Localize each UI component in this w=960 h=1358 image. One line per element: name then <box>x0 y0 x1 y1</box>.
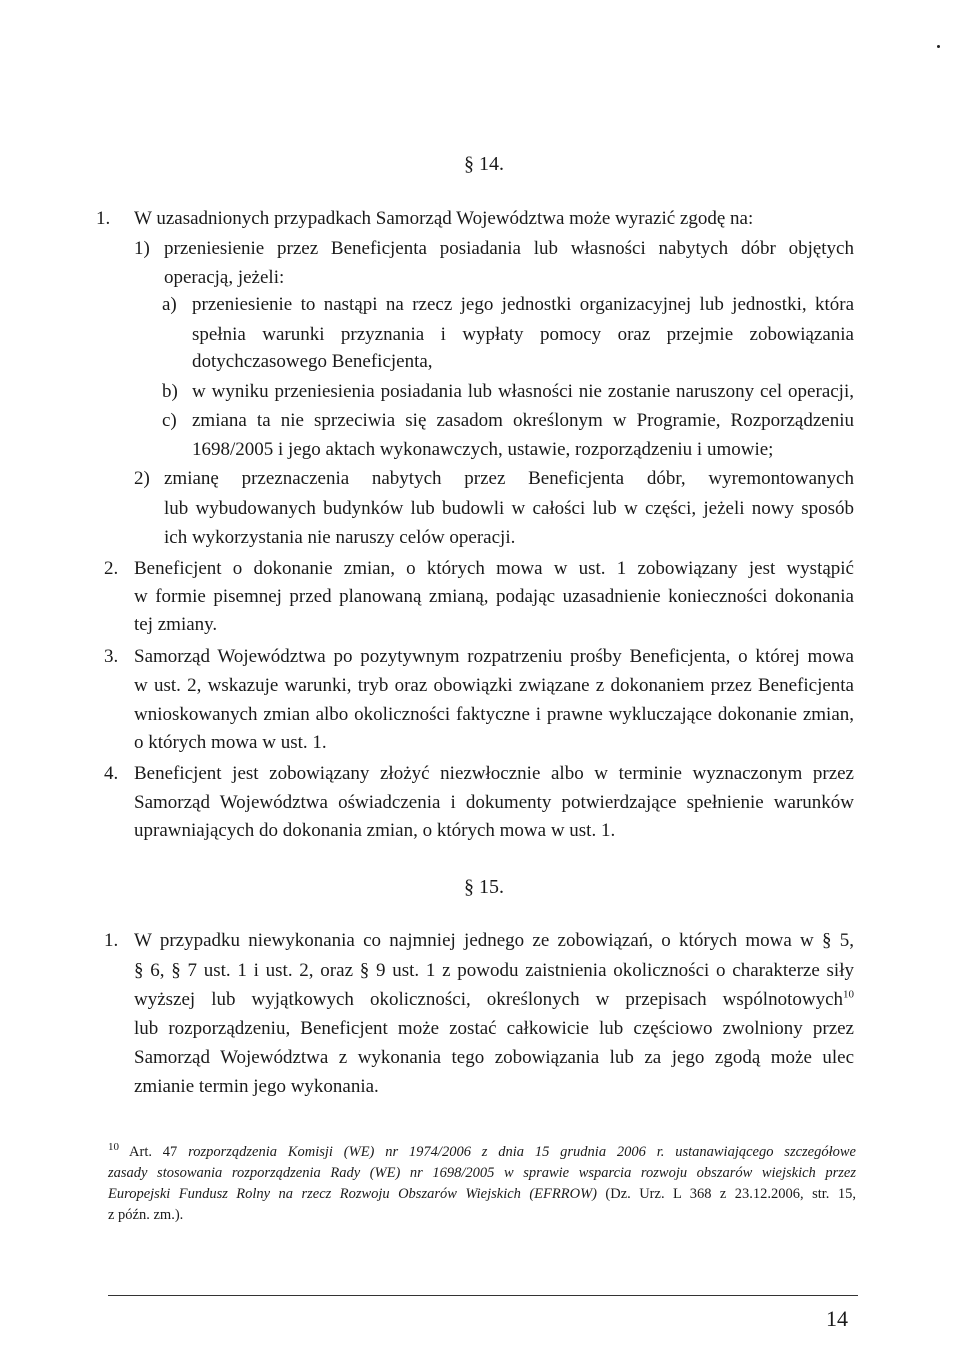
item-b-letter: b) <box>162 381 178 402</box>
paragraph-4-line-1: Beneficjent jest zobowiązany złożyć niezwłocznie albo w terminie wyznaczonym przez <box>134 763 854 784</box>
footnote-line-4: z późn. zm.). <box>108 1207 184 1223</box>
footnote-line-1 <box>108 1142 856 1162</box>
item-1-line-1: przeniesienie przez Beneficjenta posiadania lub własności nabytych dóbr objętych <box>164 238 854 259</box>
footnote-line-3 <box>108 1184 856 1204</box>
item-2-line-2: lub wybudowanych budynków lub budowli w całości lub w części, jeżeli nowy sposób <box>164 498 854 519</box>
item-a-line-2: spełnia warunki przyznania i wypłaty pomocy oraz przejmie zobowiązania <box>192 324 854 345</box>
footnote-line-3-italic: Europejski Fundusz Rolny na rzecz Rozwoju Obszarów Wiejskich (EFRROW) <box>108 1186 597 1202</box>
paragraph-3-line-4: o których mowa w ust. 1. <box>134 732 327 753</box>
paragraph-4-line-3: uprawniających do dokonania zmian, o których mowa w ust. 1. <box>134 820 616 841</box>
section-15-heading: § 15. <box>464 876 504 898</box>
footnote-line-3-plain: (Dz. Urz. L 368 z 23.12.2006, str. 15, <box>596 1186 856 1202</box>
item-1-number: 1) <box>134 238 150 259</box>
footer-rule <box>108 1295 858 1296</box>
paragraph-4-line-2: Samorząd Województwa oświadczenia i dokumenty potwierdzające spełnienie warunków <box>134 792 854 813</box>
paragraph-2-number: 2. <box>104 558 119 579</box>
section-15-line-4: lub rozporządzeniu, Beneficjent może zostać całkowicie lub częściowo zwolniony przez <box>134 1018 854 1039</box>
section-15-line-3-text: wyższej lub wyjątkowych okoliczności, określonych w przepisach wspólnotowych <box>134 989 843 1010</box>
paragraph-1-intro: W uzasadnionych przypadkach Samorząd Województwa może wyrazić zgodę na: <box>134 208 754 229</box>
item-2-number: 2) <box>134 468 150 489</box>
paragraph-3-line-1: Samorząd Województwa po pozytywnym rozpatrzeniu prośby Beneficjenta, o której mowa <box>134 646 854 667</box>
footnote-reference: 10 <box>843 988 854 1001</box>
paragraph-4-number: 4. <box>104 763 119 784</box>
item-a-letter: a) <box>162 294 177 315</box>
footnote-line-2-italic: zasady stosowania rozporządzenia Rady (WE) nr 1698/2005 w sprawie wsparcia rozwoju obszarów wiejskich przez <box>108 1165 856 1181</box>
section-15-line-6: zmianie termin jego wykonania. <box>134 1076 379 1097</box>
paragraph-3-line-3: wnioskowanych zmian albo okoliczności faktyczne i prawne wykluczające dokonanie zmian, <box>134 704 854 725</box>
paragraph-2-line-2: w formie pisemnej przed planowaną zmianą, podając uzasadnienie konieczności dokonania <box>134 586 854 607</box>
item-2-line-1: zmianę przeznaczenia nabytych przez Beneficjenta dóbr, wyremontowanych <box>164 468 854 489</box>
footnote-line-1-plain: Art. 47 <box>119 1144 189 1160</box>
item-c-line-2: 1698/2005 i jego aktach wykonawczych, ustawie, rozporządzeniu i umowie; <box>192 439 774 460</box>
item-b-line-1: w wyniku przeniesienia posiadania lub własności nie zostanie naruszony cel operacji, <box>192 381 854 402</box>
footnote-line-2 <box>108 1163 856 1183</box>
item-2-line-3: ich wykorzystania nie naruszy celów operacji. <box>164 527 516 548</box>
item-c-letter: c) <box>162 410 177 431</box>
section-15-paragraph-1-number: 1. <box>104 930 119 951</box>
item-1-line-2: operacją, jeżeli: <box>164 267 285 288</box>
section-15-line-2: § 6, § 7 ust. 1 i ust. 2, oraz § 9 ust. 1 z powodu zaistnienia okoliczności o charakterze siły <box>134 960 854 981</box>
item-c-line-1: zmiana ta nie sprzeciwia się zasadom określonym w Programie, Rozporządzeniu <box>192 410 854 431</box>
paragraph-2-line-1: Beneficjent o dokonanie zmian, o których mowa w ust. 1 zobowiązany jest wystąpić <box>134 558 854 579</box>
paragraph-3-number: 3. <box>104 646 119 667</box>
paragraph-1-number: 1. <box>96 208 111 229</box>
paragraph-3-line-2: w ust. 2, wskazuje warunki, tryb oraz obowiązki związane z dokonaniem przez Beneficjenta <box>134 675 854 696</box>
paragraph-2-line-3: tej zmiany. <box>134 614 218 635</box>
item-a-line-1: przeniesienie to nastąpi na rzecz jego jednostki organizacyjnej lub jednostki, która <box>192 294 854 315</box>
section-14-heading: § 14. <box>464 153 504 175</box>
section-15-line-1: W przypadku niewykonania co najmniej jednego ze zobowiązań, o których mowa w § 5, <box>134 930 854 951</box>
scan-speck <box>937 45 940 48</box>
section-15-line-5: Samorząd Województwa z wykonania tego zobowiązania lub za jego zgodą może ulec <box>134 1047 854 1068</box>
item-a-line-3: dotychczasowego Beneficjenta, <box>192 351 433 372</box>
page-number: 14 <box>826 1306 848 1331</box>
footnote-line-1-italic: rozporządzenia Komisji (WE) nr 1974/2006 z dnia 15 grudnia 2006 r. ustanawiającego szczegółowe <box>188 1144 856 1160</box>
footnote-mark: 10 <box>108 1141 119 1154</box>
section-15-line-3 <box>134 987 854 1013</box>
